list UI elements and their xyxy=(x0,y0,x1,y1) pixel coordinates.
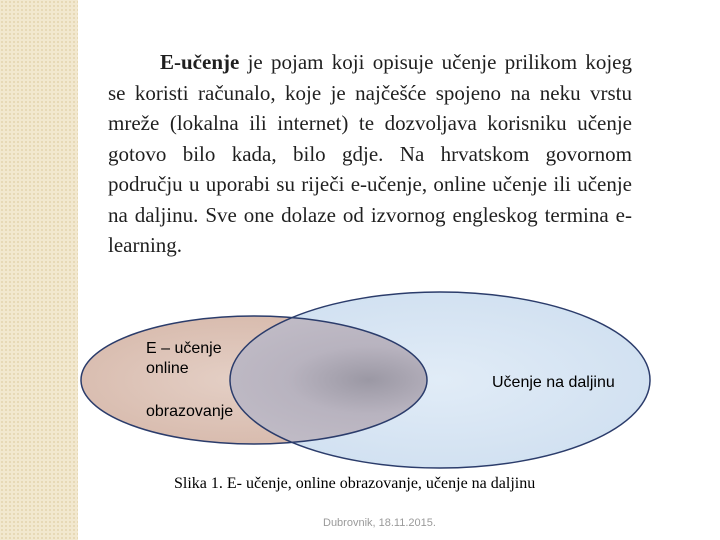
term-e-ucenje: E-učenje xyxy=(160,50,240,74)
figure-caption: Slika 1. E- učenje, online obrazovanje, učenje na daljinu xyxy=(174,475,536,492)
venn-bottom-label: obrazovanje xyxy=(146,403,234,420)
slide-footer: Dubrovnik, 18.11.2015. xyxy=(323,517,436,529)
venn-left-label: E – učenje online xyxy=(146,340,222,377)
paragraph-body: je pojam koji opisuje učenje prilikom kojeg se koristi računalo, koje je najčešće spojeno na neku vrstu mreže (lokalna ili internet) te dozvoljava korisniku učenje gotovo bilo kada, bilo gdje. Na hrvatskom govornom području u uporabi su riječi e-učenje, online učenje ili učenje na daljinu. Sve one dolaze od izvornog engleskog termina e-learning. xyxy=(108,50,632,257)
venn-right-label: Učenje na daljinu xyxy=(492,374,615,391)
